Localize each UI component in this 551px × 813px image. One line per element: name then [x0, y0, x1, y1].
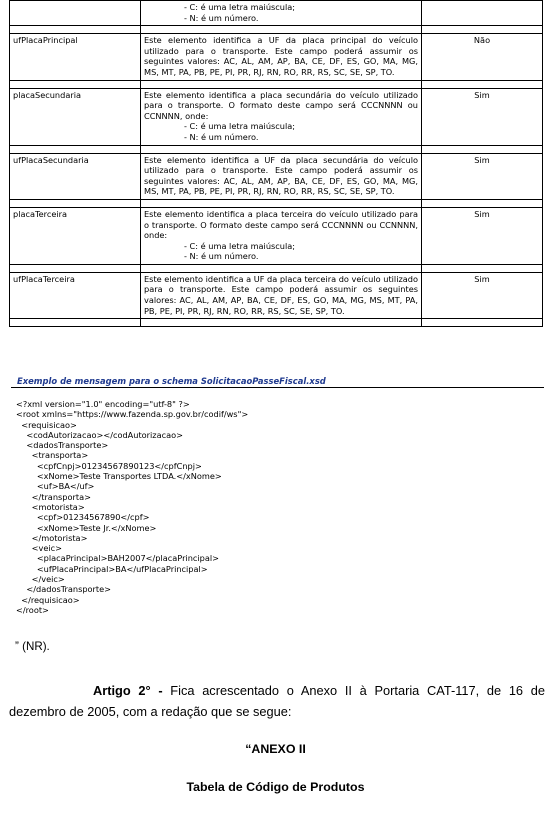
divider-line: [11, 387, 544, 388]
xml-line: <veic>: [16, 543, 62, 554]
xml-line: </motorista>: [16, 532, 88, 543]
xml-line: <cpf>01234567890</cpf>: [16, 512, 150, 523]
spacer-cell: [10, 26, 141, 34]
xml-line: <root xmlns="https://www.fazenda.sp.gov.br/codif/ws">: [16, 409, 249, 420]
required-cell: Sim: [422, 272, 543, 318]
required-cell: Sim: [422, 207, 543, 264]
description-bullet: - N: é um número.: [184, 131, 259, 142]
nr-marker: ” (NR).: [15, 640, 50, 653]
xml-line: </dadosTransporte>: [16, 584, 112, 595]
description-cell: [141, 88, 422, 145]
spacer-cell: [141, 319, 422, 327]
xml-line: </requisicao>: [16, 594, 80, 605]
xml-line: <xNome>Teste Jr.</xNome>: [16, 522, 157, 533]
annex-subtitle: Tabela de Código de Produtos: [186, 780, 365, 794]
table-spacer-row: [10, 80, 543, 88]
description-cell: [141, 272, 422, 318]
field-name-cell: ufPlacaTerceira: [10, 272, 141, 318]
article-paragraph: [9, 680, 545, 722]
spacer-cell: [141, 264, 422, 272]
spacer-cell: [141, 145, 422, 153]
xml-line: <transporta>: [16, 450, 89, 461]
xml-example-code: [16, 399, 248, 615]
field-spec-table: [9, 0, 543, 327]
spacer-cell: [422, 145, 543, 153]
description-bullet: - N: é um número.: [184, 12, 259, 23]
spacer-cell: [141, 26, 422, 34]
description-text: Este elemento identifica a UF da placa secundária do veículo utilizado para o transporte. Este campo poderá assumir os seguintes valores: AC, AL, AM, AP, BA, CE, DF, ES, GO, MA, MG, MS, MT, PA, PB, PE, PI, PR, RJ, RN, RO, RR, RS, SC, SE, SP, TO.: [144, 154, 418, 197]
description-text: Este elemento identifica a UF da placa terceira do veículo utilizado para o transporte. Este campo poderá assumir os seguintes valores: AC, AL, AM, AP, BA, CE, DF, ES, GO, MA, MG, MS, MT, PA, PB, PE, PI, PR, RJ, RN, RO, RR, RS, SC, SE, SP, TO.: [144, 273, 418, 316]
table-row: [10, 207, 543, 264]
spacer-cell: [10, 264, 141, 272]
xml-line: <dadosTransporte>: [16, 440, 109, 451]
description-bullet: - N: é um número.: [184, 251, 259, 262]
field-name-cell: ufPlacaPrincipal: [10, 34, 141, 80]
description-bullet: - C: é uma letra maiúscula;: [184, 121, 296, 132]
description-cell: [141, 153, 422, 199]
description-cell: [141, 34, 422, 80]
description-text: Este elemento identifica a placa secundária do veículo utilizado para o transporte. O formato deste campo será CCCNNNN ou CCNNNN, onde:: [144, 89, 418, 121]
xml-line: </veic>: [16, 574, 65, 585]
spacer-cell: [141, 80, 422, 88]
spacer-cell: [422, 26, 543, 34]
spacer-cell: [141, 199, 422, 207]
article-label: Artigo 2° -: [93, 683, 163, 698]
field-name-cell: placaTerceira: [10, 207, 141, 264]
field-name-cell: placaSecundaria: [10, 88, 141, 145]
spacer-cell: [422, 80, 543, 88]
spacer-cell: [10, 80, 141, 88]
table-spacer-row: [10, 26, 543, 34]
spacer-cell: [422, 319, 543, 327]
table-row: [10, 34, 543, 80]
xml-line: <cpfCnpj>01234567890123</cpfCnpj>: [16, 460, 202, 471]
field-name-cell: ufPlacaSecundaria: [10, 153, 141, 199]
table-row: [10, 88, 543, 145]
spacer-cell: [422, 199, 543, 207]
table-row: [10, 272, 543, 318]
table-spacer-row: [10, 199, 543, 207]
table-spacer-row: [10, 319, 543, 327]
required-cell: Sim: [422, 153, 543, 199]
required-cell: [422, 1, 543, 26]
description-text: Este elemento identifica a UF da placa principal do veículo utilizado para o transporte. Este campo poderá assumir os seguintes valores: AC, AL, AM, AP, BA, CE, DF, ES, GO, MA, MG, MS, MT, PA, PB, PE, PI, PR, RJ, RN, RO, RR, RS, SC, SE, SP, TO.: [144, 35, 418, 77]
description-bullet: - C: é uma letra maiúscula;: [184, 2, 296, 12]
annex-title: “ANEXO II: [245, 742, 306, 756]
table-row: [10, 1, 543, 26]
xml-line: <placaPrincipal>BAH2007</placaPrincipal>: [16, 553, 220, 564]
xml-line: <?xml version="1.0" encoding="utf-8" ?>: [16, 399, 190, 409]
description-text: Este elemento identifica a placa terceira do veículo utilizado para o transporte. O formato deste campo será CCCNNNN ou CCNNNN, onde:: [144, 208, 418, 241]
xml-line: <ufPlacaPrincipal>BA</ufPlacaPrincipal>: [16, 563, 208, 574]
spacer-cell: [10, 145, 141, 153]
spacer-cell: [422, 264, 543, 272]
example-title: Exemplo de mensagem para o schema SolicitacaoPasseFiscal.xsd: [17, 376, 326, 386]
spacer-cell: [10, 319, 141, 327]
field-name-cell: [10, 1, 141, 26]
table-spacer-row: [10, 145, 543, 153]
required-cell: Sim: [422, 88, 543, 145]
table-spacer-row: [10, 264, 543, 272]
table-row: [10, 153, 543, 199]
description-bullet: - C: é uma letra maiúscula;: [184, 240, 296, 251]
description-cell: [141, 1, 422, 26]
xml-line: </root>: [16, 604, 49, 615]
xml-line: </transporta>: [16, 491, 91, 502]
xml-line: <codAutorizacao></codAutorizacao>: [16, 429, 184, 440]
field-spec-table-body: [10, 1, 543, 327]
xml-line: <motorista>: [16, 501, 85, 512]
xml-line: <requisicao>: [16, 419, 77, 430]
xml-line: <uf>BA</uf>: [16, 481, 95, 492]
xml-line: <xNome>Teste Transportes LTDA.</xNome>: [16, 471, 222, 482]
article-text: Fica acrescentado o Anexo II à Portaria CAT-117, de 16 de dezembro de 2005, com a redação que se segue:: [9, 683, 545, 719]
required-cell: Não: [422, 34, 543, 80]
spacer-cell: [10, 199, 141, 207]
description-cell: [141, 207, 422, 264]
